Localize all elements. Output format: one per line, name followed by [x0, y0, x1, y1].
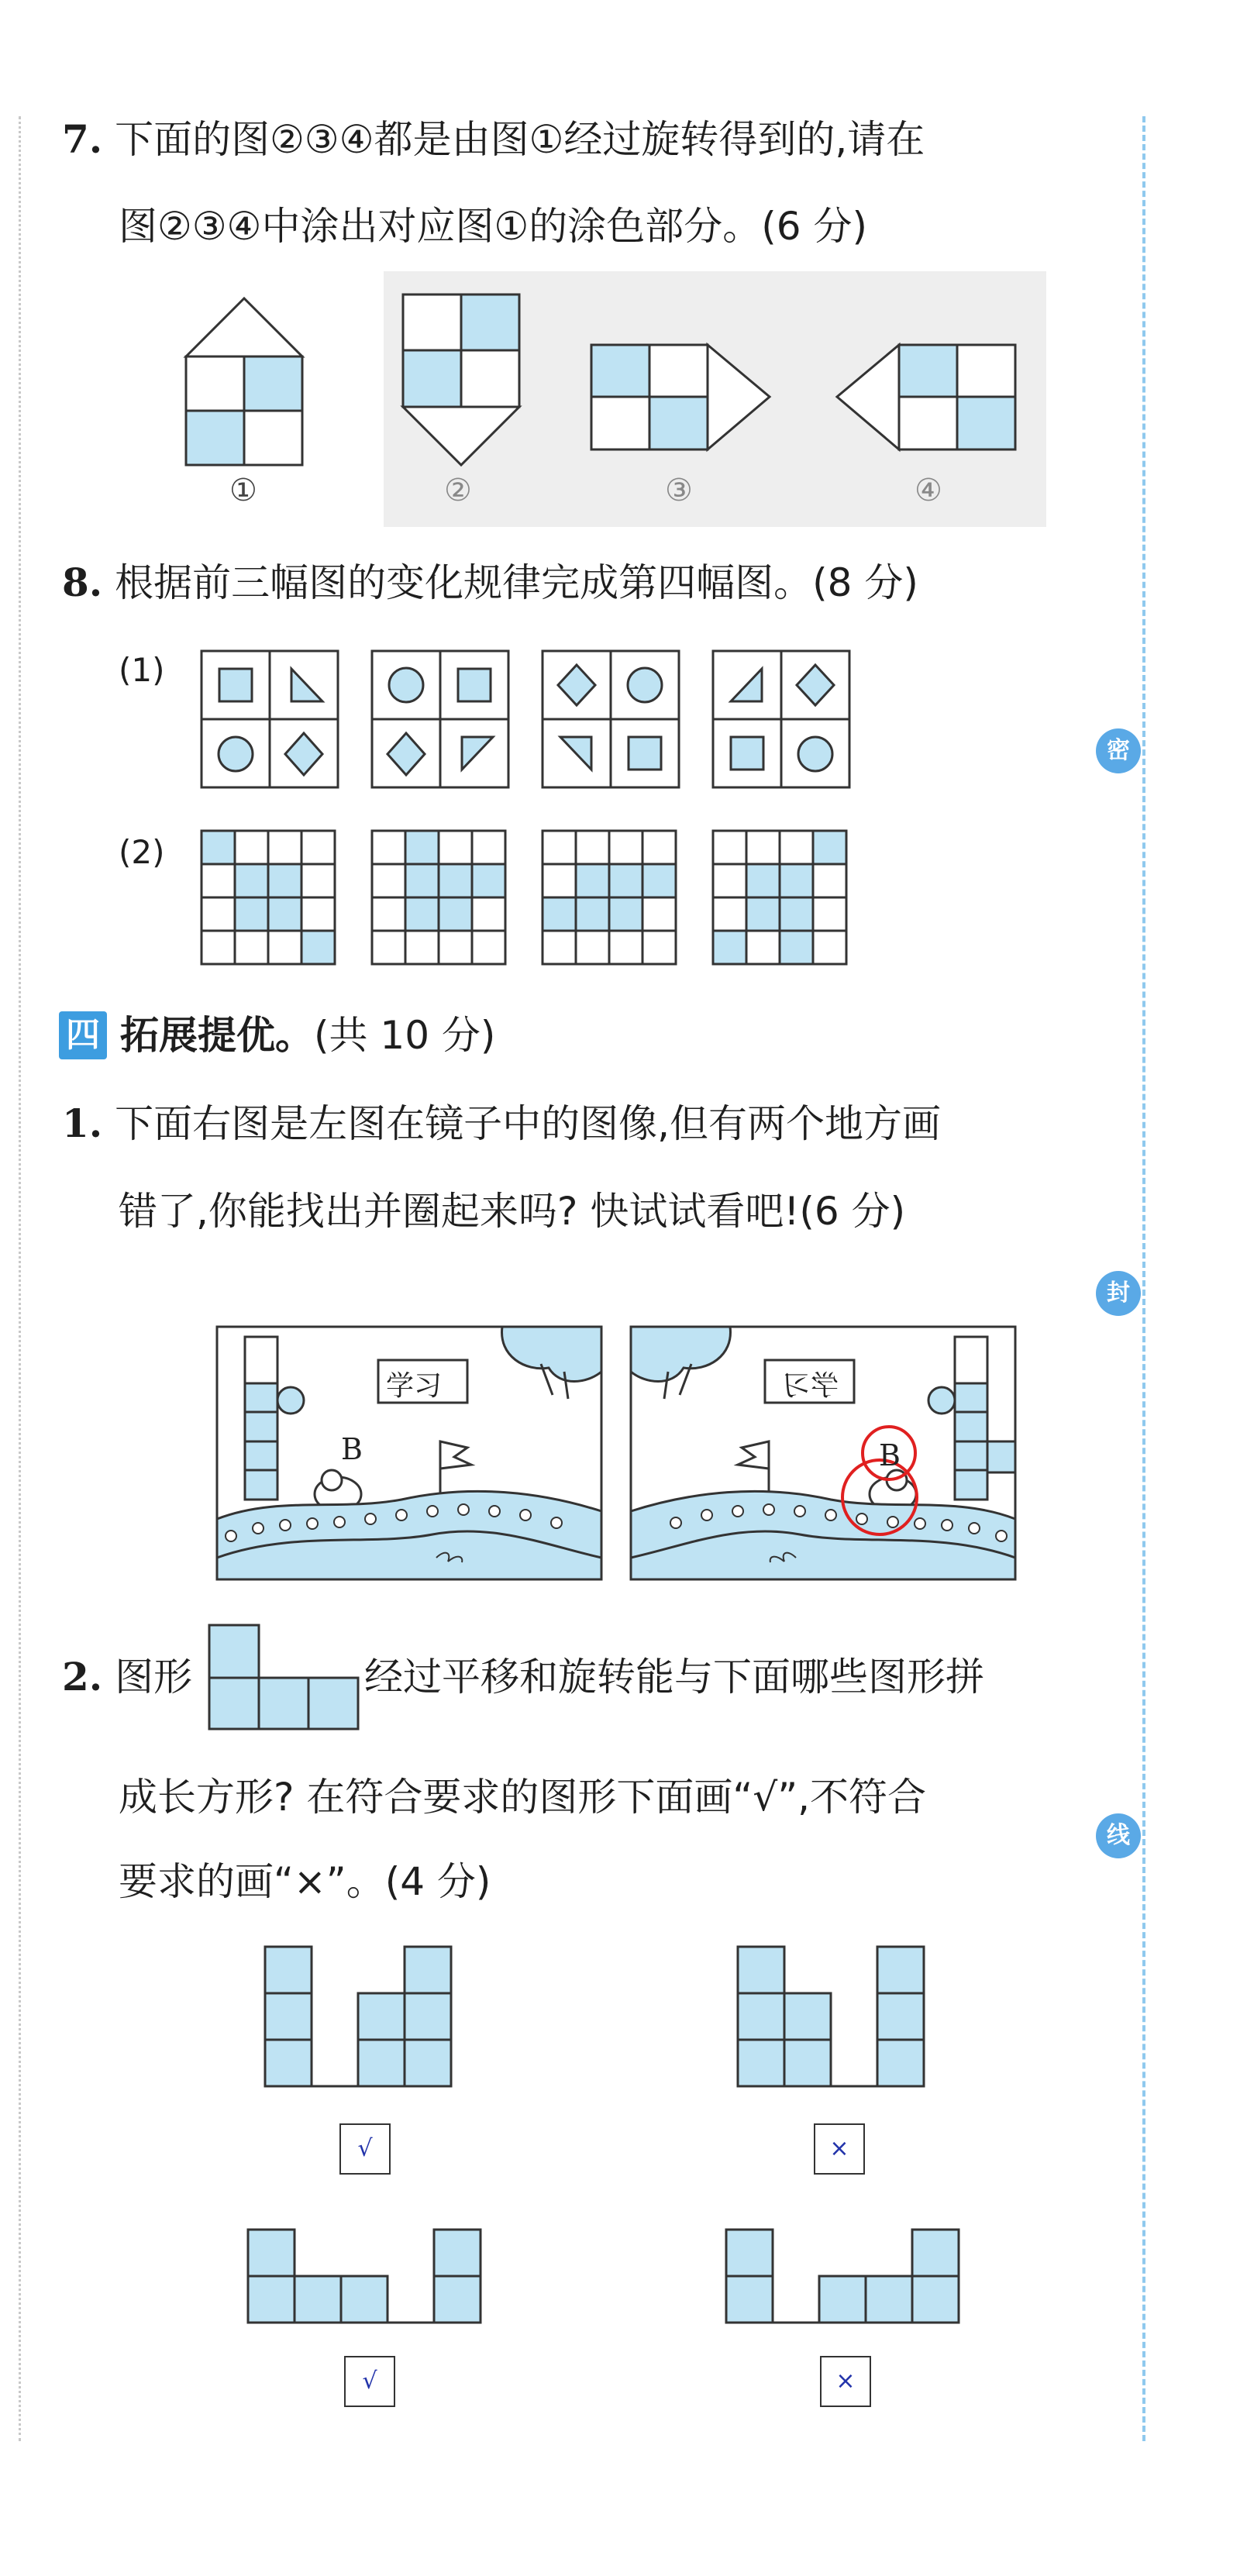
q7-line1	[62, 116, 925, 163]
side-mark-2: 封	[1096, 1271, 1141, 1316]
grid-cell	[439, 864, 472, 897]
q7-text-2: 图②③④中涂出对应图①的涂色部分。(6 分)	[119, 204, 868, 249]
q1-text-2: 错了,你能找出并圈起来吗? 快试试看吧!(6 分)	[119, 1189, 906, 1234]
grid-cell	[576, 931, 609, 964]
grid-cell	[543, 931, 576, 964]
q7-figure-1	[178, 291, 310, 465]
grid-cell	[543, 897, 576, 931]
q2-option-2	[736, 1945, 938, 2096]
grid-cell	[301, 897, 335, 931]
grid-cell	[746, 897, 780, 931]
section-badge: 四	[59, 1011, 107, 1059]
grid-cell	[642, 897, 676, 931]
shape-cell	[726, 2230, 773, 2276]
shape-cell	[405, 1947, 451, 1993]
shape-cell	[784, 2040, 831, 2086]
grid-cell	[372, 831, 405, 864]
shape-cell	[265, 1947, 312, 1993]
shape-cell	[358, 2040, 405, 2086]
shape-cell	[912, 2230, 959, 2276]
grid-cell	[372, 931, 405, 964]
shape-cell	[248, 2276, 295, 2323]
grid-cell	[472, 864, 505, 897]
grid-cell	[780, 931, 813, 964]
q7-number: 7.	[62, 116, 103, 162]
grid-cell	[268, 831, 301, 864]
grid-cell	[746, 931, 780, 964]
grid-cell	[609, 897, 642, 931]
grid-cell	[780, 864, 813, 897]
q7-line2	[119, 203, 867, 250]
q8-row1-grid-2	[370, 649, 510, 789]
grid-cell	[746, 831, 780, 864]
grid-cell	[543, 864, 576, 897]
grid-cell	[472, 931, 505, 964]
grid-cell	[543, 831, 576, 864]
grid-cell	[301, 864, 335, 897]
q2-answer-1: √	[339, 2123, 391, 2175]
grid-cell	[713, 931, 746, 964]
grid-cell	[372, 864, 405, 897]
q2-line3: 要求的画“×”。(4 分)	[119, 1859, 491, 1904]
grid-cell	[713, 831, 746, 864]
section-title-text: 拓展提优。	[120, 1013, 314, 1058]
q8-row2-grid-3	[541, 829, 680, 969]
q1-line2	[119, 1188, 905, 1235]
shape-cell	[295, 2276, 341, 2323]
shape-cell	[405, 1993, 451, 2040]
grid-cell	[609, 931, 642, 964]
grid-cell	[642, 864, 676, 897]
q1-text-1: 下面右图是左图在镜子中的图像,但有两个地方画	[115, 1101, 942, 1146]
seal-line	[1142, 116, 1145, 2441]
grid-cell	[780, 897, 813, 931]
shape-cell	[358, 1993, 405, 2040]
grid-cell	[813, 897, 846, 931]
shape-cell	[265, 1993, 312, 2040]
shape-cell	[877, 1993, 924, 2040]
left-margin-dots	[19, 116, 21, 2441]
grid-cell	[235, 831, 268, 864]
grid-cell	[439, 931, 472, 964]
q1-left-sign: 学习	[386, 1370, 443, 1402]
q2-option-4	[725, 2228, 980, 2333]
grid-cell	[202, 897, 235, 931]
grid-cell	[609, 864, 642, 897]
q1-right-sign: 学习	[783, 1370, 839, 1402]
grid-cell	[202, 864, 235, 897]
q8-row1-grid-4	[711, 649, 851, 789]
q8-row1-grid-3	[541, 649, 680, 789]
grid-cell	[713, 897, 746, 931]
q8-row1-grid-1	[200, 649, 339, 789]
grid-cell	[439, 897, 472, 931]
shape-cell	[248, 2230, 295, 2276]
grid-cell	[372, 897, 405, 931]
grid-cell	[609, 831, 642, 864]
q8-number: 8.	[62, 560, 103, 605]
section-title	[120, 1012, 495, 1059]
shape-cell	[738, 2040, 784, 2086]
q8-row2-grid-2	[370, 829, 510, 969]
side-mark-1: 密	[1096, 728, 1141, 773]
q7-figure-4	[833, 341, 1023, 453]
shape-cell	[405, 2040, 451, 2086]
grid-cell	[813, 831, 846, 864]
q1-number: 1.	[62, 1100, 103, 1146]
q8-row2-grid-1	[200, 829, 339, 969]
q8-sub2: (2)	[119, 833, 165, 871]
grid-cell	[235, 864, 268, 897]
grid-cell	[301, 831, 335, 864]
q2-option-3	[246, 2228, 502, 2333]
shape-cell	[265, 2040, 312, 2086]
grid-cell	[439, 831, 472, 864]
grid-cell	[746, 864, 780, 897]
shape-cell	[434, 2230, 481, 2276]
grid-cell	[235, 897, 268, 931]
q7-figure-2	[399, 291, 523, 469]
grid-cell	[268, 897, 301, 931]
grid-cell	[813, 864, 846, 897]
grid-cell	[268, 864, 301, 897]
shape-cell	[912, 2276, 959, 2323]
grid-cell	[202, 831, 235, 864]
q8-row2-grid-4	[711, 829, 851, 969]
q2-line2: 成长方形? 在符合要求的图形下面画“√”,不符合	[119, 1775, 926, 1820]
grid-cell	[713, 864, 746, 897]
q2-answer-4: ×	[820, 2356, 871, 2407]
q7-label-4: ④	[915, 473, 942, 508]
q2-base-shape	[208, 1624, 363, 1732]
q2-line1b: 经过平移和旋转能与下面哪些图形拼	[364, 1655, 984, 1700]
shape-cell	[866, 2276, 912, 2323]
q2-answer-2: ×	[814, 2123, 865, 2175]
grid-cell	[780, 831, 813, 864]
q8-text: 根据前三幅图的变化规律完成第四幅图。(8 分)	[115, 560, 918, 605]
q8-sub1: (1)	[119, 651, 165, 689]
q7-label-3: ③	[665, 473, 693, 508]
q7-label-1: ①	[229, 473, 257, 508]
side-mark-3: 线	[1096, 1813, 1141, 1858]
grid-cell	[472, 831, 505, 864]
shape-cell	[726, 2276, 773, 2323]
grid-cell	[202, 931, 235, 964]
shape-cell	[341, 2276, 388, 2323]
shape-cell	[738, 1993, 784, 2040]
grid-cell	[235, 931, 268, 964]
q1-left-letter: B	[341, 1432, 363, 1466]
q2-number: 2.	[62, 1654, 103, 1700]
grid-cell	[268, 931, 301, 964]
q2-text-1a: 图形	[115, 1655, 193, 1700]
grid-cell	[813, 931, 846, 964]
grid-cell	[405, 931, 439, 964]
shape-cell	[819, 2276, 866, 2323]
q7-figure-3	[587, 341, 773, 453]
grid-cell	[472, 897, 505, 931]
shape-cell	[877, 2040, 924, 2086]
q1-line1	[62, 1100, 941, 1147]
q2-line1	[62, 1654, 192, 1700]
q7-label-2: ②	[444, 473, 472, 508]
shape-cell	[738, 1947, 784, 1993]
section-score: (共 10 分)	[314, 1013, 496, 1058]
shape-cell	[434, 2276, 481, 2323]
grid-cell	[405, 897, 439, 931]
grid-cell	[642, 831, 676, 864]
q1-right-letter: B	[879, 1438, 901, 1472]
grid-cell	[576, 831, 609, 864]
grid-cell	[405, 864, 439, 897]
grid-cell	[405, 831, 439, 864]
q7-text-1: 下面的图②③④都是由图①经过旋转得到的,请在	[115, 117, 925, 162]
grid-cell	[576, 897, 609, 931]
q2-answer-3: √	[344, 2356, 395, 2407]
grid-cell	[642, 931, 676, 964]
shape-cell	[784, 1993, 831, 2040]
q2-option-1	[264, 1945, 465, 2096]
shape-cell	[877, 1947, 924, 1993]
q8-line	[62, 560, 918, 606]
grid-cell	[301, 931, 335, 964]
grid-cell	[576, 864, 609, 897]
